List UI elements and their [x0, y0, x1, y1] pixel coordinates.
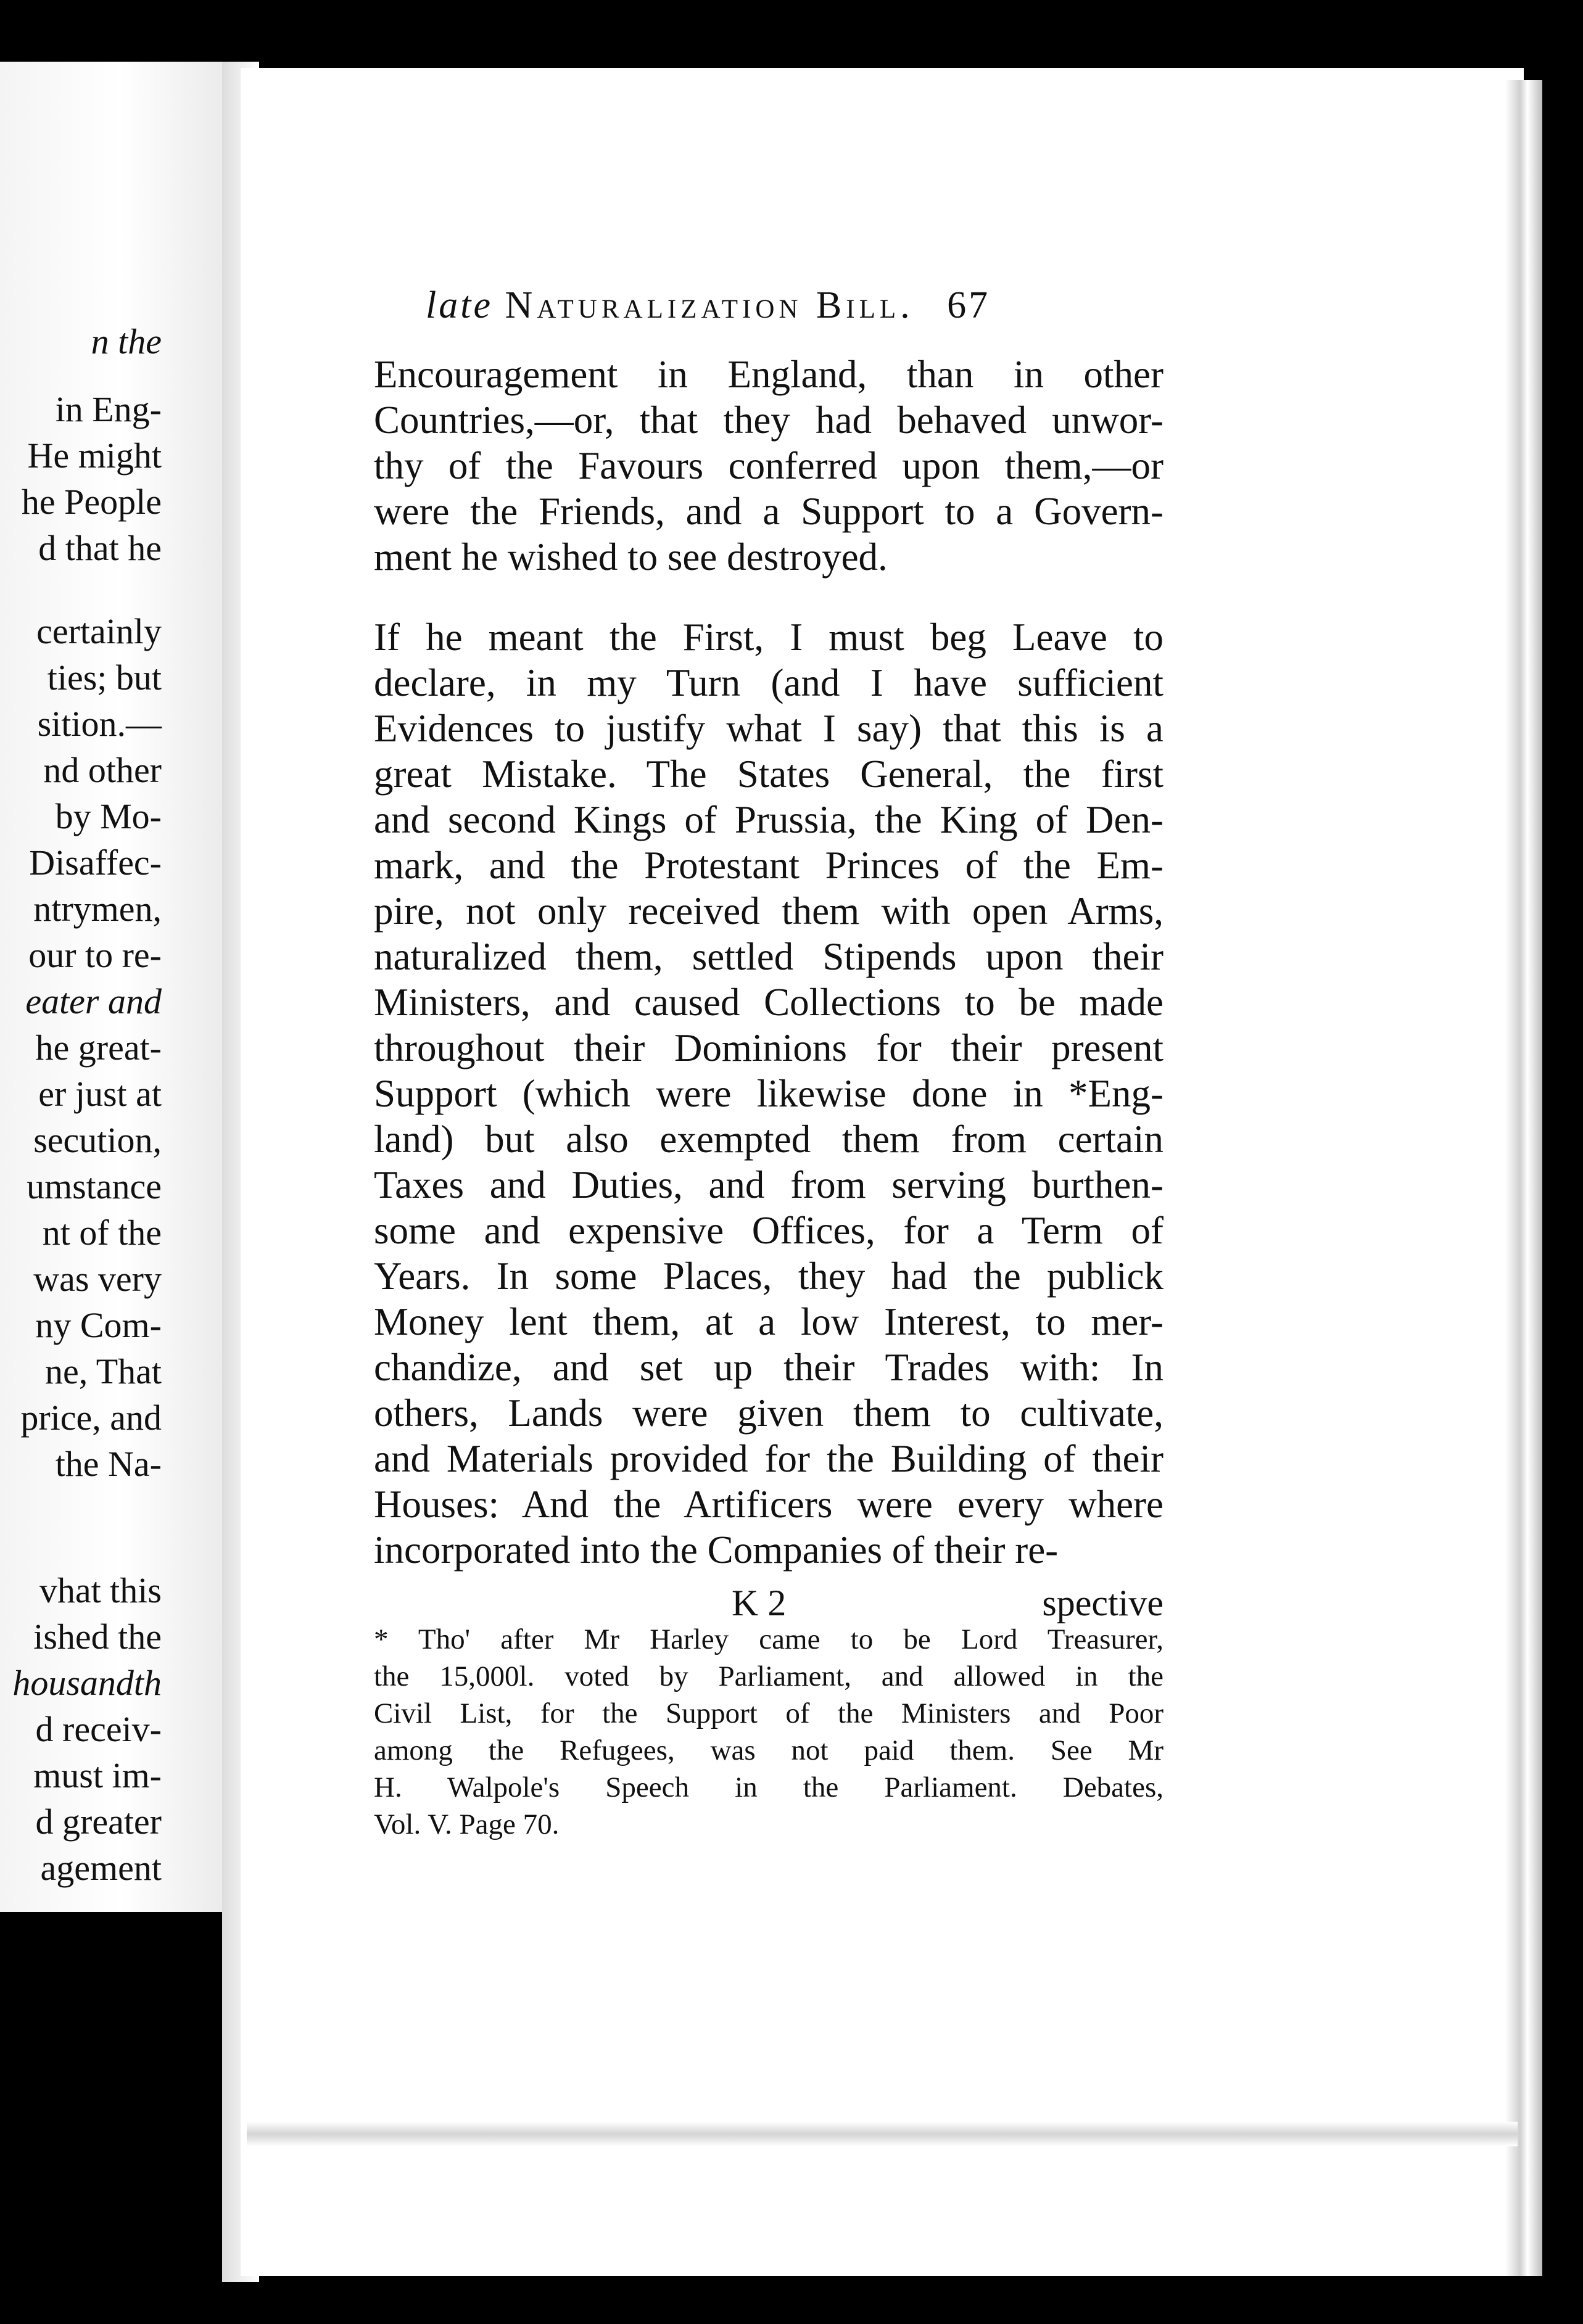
- text-line: Countries,—or, that they had behaved unwor-: [374, 398, 1163, 442]
- text-line: were the Friends, and a Support to a Govern-: [374, 490, 1163, 533]
- left-page-line: nd other: [43, 750, 162, 790]
- paragraph-1: [374, 352, 1163, 580]
- page-edge-right: [1505, 80, 1542, 2276]
- left-page-line: housandth: [12, 1663, 162, 1703]
- left-page-line: must im-: [33, 1755, 162, 1795]
- left-page-line: ished the: [33, 1617, 162, 1657]
- left-page-line: certainly: [36, 611, 162, 651]
- text-line: Money lent them, at a low Interest, to mer-: [374, 1300, 1163, 1343]
- running-header: [426, 284, 990, 328]
- text-line: throughout their Dominions for their present: [374, 1026, 1163, 1069]
- footnote: [374, 1621, 1163, 1843]
- left-page-line: er just at: [38, 1074, 162, 1114]
- text-line: mark, and the Protestant Princes of the Em-: [374, 844, 1163, 887]
- left-page-line: agement: [40, 1848, 162, 1888]
- text-line: Vol. V. Page 70.: [374, 1808, 560, 1840]
- text-line: land) but also exempted them from certain: [374, 1118, 1163, 1161]
- text-line: ment he wished to see destroyed.: [374, 535, 888, 579]
- text-line: others, Lands were given them to cultivate,: [374, 1391, 1163, 1435]
- text-line: the 15,000l. voted by Parliament, and allowed in the: [374, 1660, 1163, 1692]
- left-page-line: nt of the: [42, 1213, 162, 1253]
- left-page-line: umstance: [26, 1166, 162, 1206]
- text-line: Years. In some Places, they had the publick: [374, 1255, 1163, 1298]
- body-text: [374, 352, 1163, 1573]
- text-line: naturalized them, settled Stipends upon their: [374, 935, 1163, 978]
- left-page-line: vhat this: [39, 1570, 162, 1610]
- text-line: and second Kings of Prussia, the King of Den-: [374, 798, 1163, 841]
- left-page-line: He might: [27, 435, 162, 476]
- text-line: chandize, and set up their Trades with: In: [374, 1346, 1163, 1389]
- left-page-line: secution,: [33, 1120, 162, 1160]
- left-page-line: eater and: [25, 981, 162, 1021]
- left-page-line: by Mo-: [55, 796, 162, 836]
- page-edge-bottom: [247, 2122, 1518, 2146]
- paragraph-2: [374, 614, 1163, 1573]
- left-page-line: Disaffec-: [29, 843, 162, 883]
- text-line: Taxes and Duties, and from serving burthen-: [374, 1163, 1163, 1206]
- text-line: and Materials provided for the Building of their: [374, 1437, 1163, 1480]
- text-line: declare, in my Turn (and I have sufficient: [374, 661, 1163, 704]
- text-line: Houses: And the Artificers were every where: [374, 1483, 1163, 1526]
- header-title: Naturalization Bill.: [505, 284, 914, 326]
- text-line: H. Walpole's Speech in the Parliament. Debates,: [374, 1771, 1163, 1803]
- text-line: Evidences to justify what I say) that this is a: [374, 707, 1163, 750]
- left-page-line: ny Com-: [35, 1305, 162, 1345]
- left-page-line: he great-: [35, 1028, 162, 1068]
- text-line: thy of the Favours conferred upon them,—or: [374, 444, 1163, 487]
- text-line: Encouragement in England, than in other: [374, 353, 1163, 396]
- text-line: pire, not only received them with open Arms,: [374, 889, 1163, 933]
- left-page-line: ties; but: [47, 657, 162, 698]
- catchword: spective: [1042, 1583, 1163, 1623]
- header-italic-word: late: [426, 284, 493, 326]
- text-line: incorporated into the Companies of their re-: [374, 1528, 1059, 1572]
- text-line: * Tho' after Mr Harley came to be Lord Treasurer,: [374, 1623, 1163, 1655]
- left-page-line: the Na-: [55, 1444, 162, 1484]
- left-page-line: was very: [33, 1259, 162, 1299]
- left-page-line: d greater: [35, 1802, 162, 1842]
- signature-mark: K 2: [732, 1583, 787, 1623]
- text-line: some and expensive Offices, for a Term of: [374, 1209, 1163, 1252]
- text-line: Civil List, for the Support of the Ministers and Poor: [374, 1697, 1163, 1729]
- left-page-line: price, and: [20, 1398, 162, 1438]
- left-page-line: d receiv-: [35, 1709, 162, 1749]
- text-line: Ministers, and caused Collections to be made: [374, 981, 1163, 1024]
- text-line: among the Refugees, was not paid them. See Mr: [374, 1734, 1163, 1766]
- page-number: 67: [947, 284, 991, 326]
- text-line: Support (which were likewise done in *Eng-: [374, 1072, 1163, 1115]
- left-page-line: d that he: [38, 528, 162, 568]
- left-page-line: ne, That: [45, 1351, 162, 1391]
- left-page-line: n the: [91, 321, 162, 361]
- text-line: great Mistake. The States General, the first: [374, 752, 1163, 796]
- text-line: If he meant the First, I must beg Leave to: [374, 616, 1163, 659]
- left-page-line: in Eng-: [55, 389, 162, 429]
- left-page-line: ntrymen,: [33, 889, 162, 929]
- left-page-line: our to re-: [28, 935, 162, 975]
- left-page-line: he People: [21, 482, 162, 522]
- left-page-line: sition.—: [37, 704, 162, 744]
